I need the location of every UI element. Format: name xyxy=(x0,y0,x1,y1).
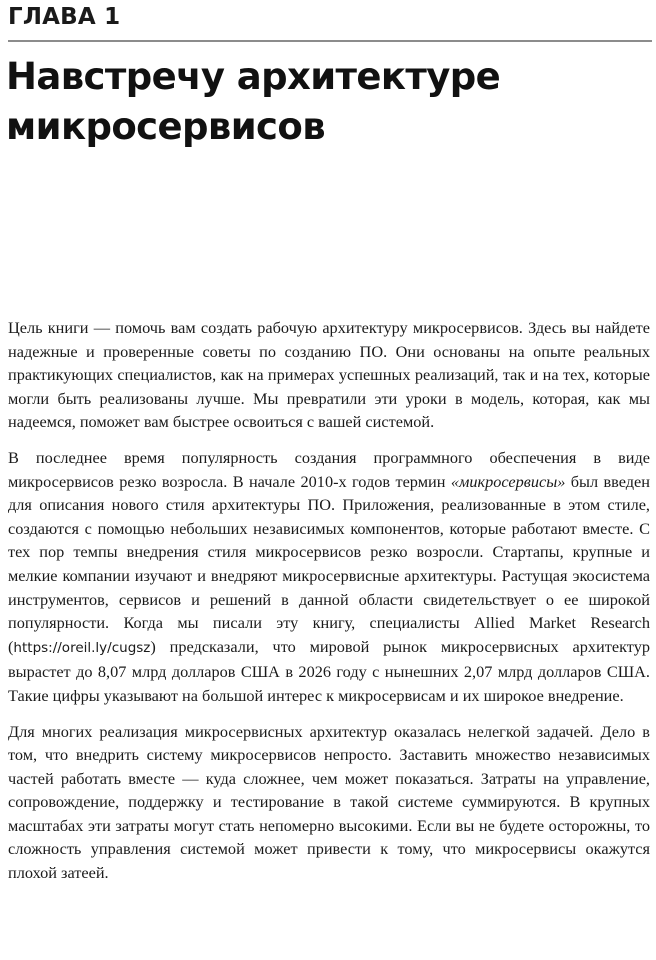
chapter-title xyxy=(6,52,646,152)
term-microservices: «микросервисы» xyxy=(450,471,566,491)
body-text xyxy=(8,316,650,897)
paragraph-2-text-a: В последнее время популярность создания программного обеспечения в виде микросервисов резко возросла. В начале 2010-х годов термин xyxy=(8,447,650,491)
paragraph-2 xyxy=(8,446,650,708)
paragraph-1: Цель книги — помочь вам создать рабочую архитектуру микросервисов. Здесь вы найдете надежные и проверенные советы по созданию ПО. Они основаны на опыте реальных практикующих специалистов, как на примерах успешных реализаций, так и на тех, которые могли быть реализованы лучше. Мы превратили эти уроки в модель, которая, как мы надеемся, поможет вам быстрее освоиться с вашей системой. xyxy=(8,318,650,432)
chapter-label: ГЛАВА 1 xyxy=(8,4,121,30)
chapter-title-line-1: Навстречу архитектуре xyxy=(6,55,501,98)
chapter-title-line-2: микросервисов xyxy=(6,105,326,148)
chapter-divider xyxy=(8,40,652,42)
reference-link[interactable]: https://oreil.ly/cugsz xyxy=(13,639,151,656)
paragraph-3: Для многих реализация микросервисных архитектур оказалась нелегкой задачей. Дело в том, что внедрить систему микросервисов непросто. Заставить множество независимых частей работать вместе — куда сложнее, чем может показаться. Затраты на управление, сопровождение, поддержку и тестирование в такой системе суммируются. В крупных масштабах эти затраты могут стать непомерно высокими. Если вы не будете осторожны, то сложность управления системой может привести к тому, что микросервисы окажутся плохой затеей. xyxy=(8,721,650,883)
paragraph-2-text-c: ) предсказали, что мировой рынок микросервисных архитектур вырастет до 8,07 млрд долларов США в 2026 году с нынешних 2,07 млрд долларов США. Такие цифры указывают на большой интерес к микросервисам и их широкое внедрение. xyxy=(8,636,650,705)
paragraph-2-text-b: был введен для описания нового стиля архитектуры ПО. Приложения, реализованные в этом стиле, создаются с помощью небольших независимых компонентов, которые работают вместе. С тех пор темпы внедрения стиля микросервисов резко возросли. Стартапы, крупные и мелкие компании изучают и внедряют микросервисные архитектуры. Растущая экосистема инструментов, сервисов и решений в данной области свидетельствует о ее широкой популярности. Когда мы писали эту книгу, специалисты Allied Market Research ( xyxy=(8,471,650,656)
